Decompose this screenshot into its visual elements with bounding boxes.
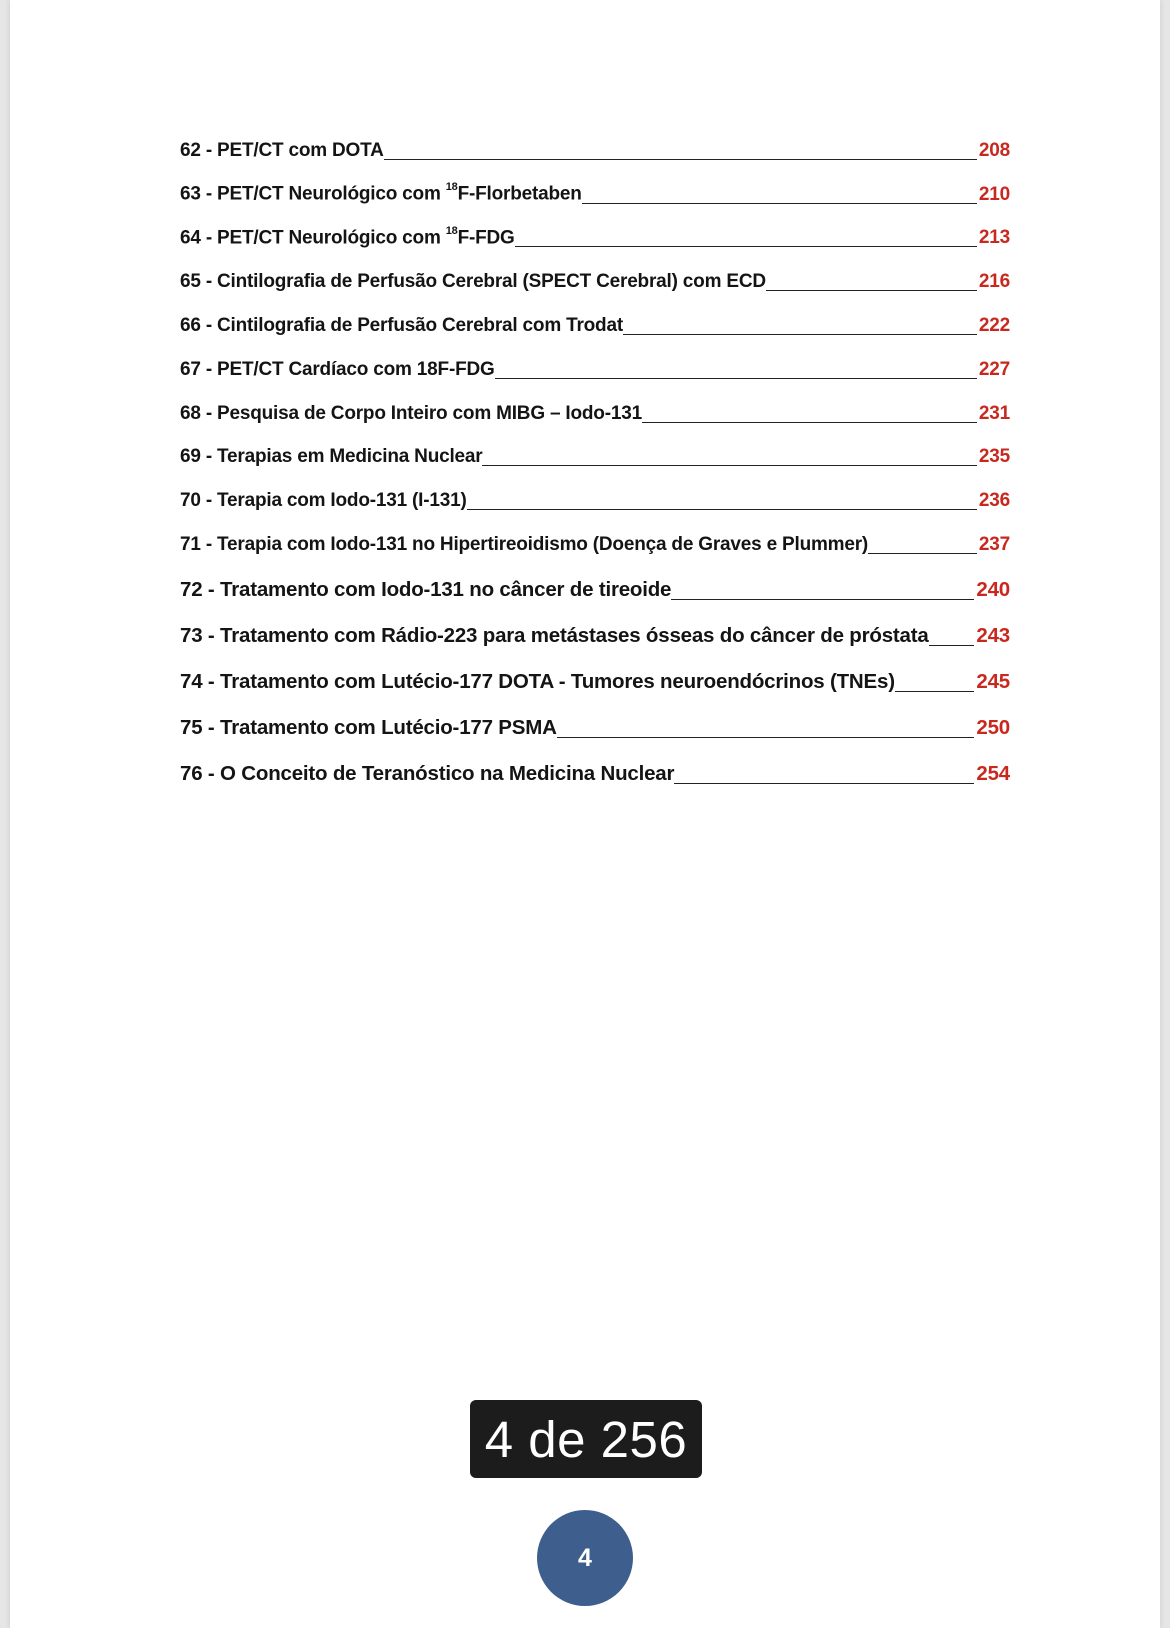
toc-entry-66[interactable] (180, 303, 1010, 347)
toc-leader-line (495, 378, 977, 379)
toc-page-number: 243 (976, 623, 1010, 647)
toc-entry-71[interactable] (180, 522, 1010, 566)
toc-entry-title: 74 - Tratamento com Lutécio-177 DOTA - Tumores neuroendócrinos (TNEs) (180, 669, 895, 693)
toc-entry-title: 65 - Cintilografia de Perfusão Cerebral (SPECT Cerebral) com ECD (180, 271, 766, 293)
toc-leader-line (895, 691, 975, 692)
toc-leader-line (868, 553, 977, 554)
toc-leader-line (929, 645, 975, 646)
toc-page-number: 210 (978, 183, 1010, 205)
toc-entry-76[interactable] (180, 750, 1010, 796)
toc-page-number: 216 (978, 271, 1010, 293)
toc-leader-line (671, 599, 974, 600)
toc-page-number: 231 (978, 402, 1010, 424)
toc-leader-line (515, 246, 977, 247)
toc-entry-74[interactable] (180, 658, 1010, 704)
toc-entry-62[interactable] (180, 128, 1010, 172)
toc-leader-line (766, 290, 977, 291)
toc-entry-title: 67 - PET/CT Cardíaco com 18F-FDG (180, 358, 495, 380)
toc-entry-69[interactable] (180, 435, 1010, 479)
toc-page-number: 250 (976, 715, 1010, 739)
toc-page-number: 254 (976, 761, 1010, 785)
toc-entry-title: 69 - Terapias em Medicina Nuclear (180, 446, 483, 468)
toc-entry-68[interactable] (180, 391, 1010, 435)
toc-leader-line (467, 509, 977, 510)
toc-page-number: 235 (978, 446, 1010, 468)
toc-entry-title: 71 - Terapia com Iodo-131 no Hipertireoidismo (Doença de Graves e Plummer) (180, 533, 869, 555)
toc-entry-title: 76 - O Conceito de Teranóstico na Medicina Nuclear (180, 761, 675, 785)
page-counter-overlay: 4 de 256 (470, 1400, 702, 1478)
toc-entry-title: 66 - Cintilografia de Perfusão Cerebral com Trodat (180, 314, 623, 336)
toc-page-number: 237 (978, 533, 1010, 555)
table-of-contents (180, 128, 1010, 796)
toc-entry-title: 75 - Tratamento com Lutécio-177 PSMA (180, 715, 557, 739)
toc-entry-65[interactable] (180, 259, 1010, 303)
toc-leader-line (642, 422, 977, 423)
toc-page-number: 213 (978, 227, 1010, 249)
page-number-button[interactable]: 4 (537, 1510, 633, 1606)
document-page (10, 0, 1160, 1628)
toc-leader-line (384, 159, 977, 160)
toc-entry-title: 73 - Tratamento com Rádio-223 para metástases ósseas do câncer de próstata (180, 623, 929, 647)
toc-entry-title: 72 - Tratamento com Iodo-131 no câncer de tireoide (180, 577, 672, 601)
toc-leader-line (623, 334, 977, 335)
toc-entry-73[interactable] (180, 612, 1010, 658)
toc-leader-line (582, 203, 977, 204)
toc-entry-75[interactable] (180, 704, 1010, 750)
toc-entry-63[interactable] (180, 172, 1010, 216)
toc-entry-70[interactable] (180, 478, 1010, 522)
toc-entry-title: 70 - Terapia com Iodo-131 (I-131) (180, 490, 467, 512)
toc-page-number: 227 (978, 358, 1010, 380)
toc-entry-title: 64 - PET/CT Neurológico com $^{18}$F-FDG (180, 225, 515, 249)
toc-entry-title: 68 - Pesquisa de Corpo Inteiro com MIBG – Iodo-131 (180, 402, 642, 424)
toc-page-number: 208 (978, 139, 1010, 161)
toc-leader-line (674, 783, 974, 784)
toc-page-number: 240 (976, 577, 1010, 601)
toc-page-number: 236 (978, 490, 1010, 512)
toc-leader-line (482, 465, 976, 466)
toc-entry-title: 63 - PET/CT Neurológico com $^{18}$F-Florbetaben (180, 181, 582, 205)
toc-page-number: 222 (978, 314, 1010, 336)
toc-leader-line (557, 737, 975, 738)
toc-entry-64[interactable] (180, 216, 1010, 260)
toc-entry-67[interactable] (180, 347, 1010, 391)
toc-page-number: 245 (976, 669, 1010, 693)
toc-entry-72[interactable] (180, 566, 1010, 612)
toc-entry-title: 62 - PET/CT com DOTA (180, 139, 384, 161)
